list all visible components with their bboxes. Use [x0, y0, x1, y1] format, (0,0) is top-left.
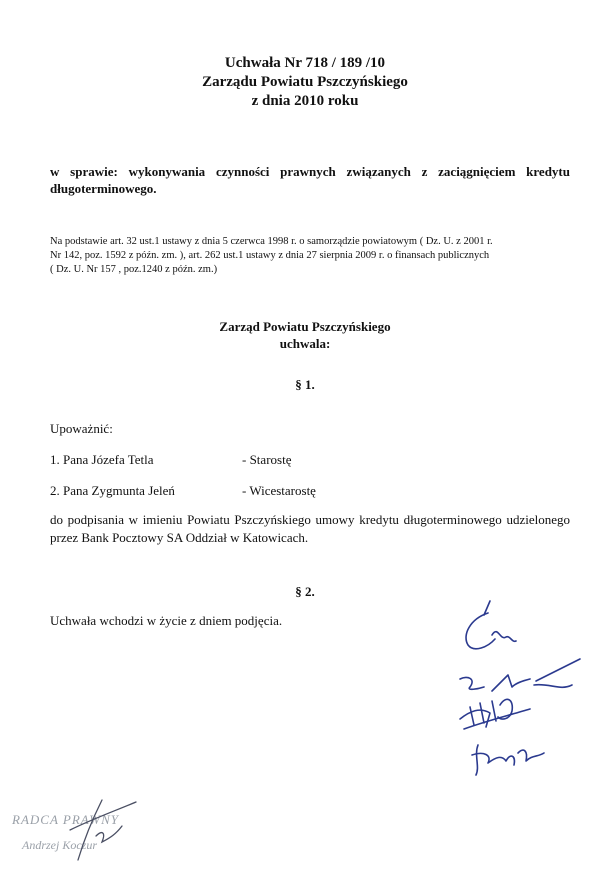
- person-1-role: - Starostę: [242, 452, 292, 467]
- signatures-drawing: [440, 595, 605, 785]
- section-1-text: do podpisania w imieniu Powiatu Pszczyńskiego umowy kredytu długoterminowego udzielonego przez Bank Pocztowy SA Oddział w Katowicach.: [50, 512, 570, 545]
- resolver-name: Zarząd Powiatu Pszczyńskiego: [219, 319, 391, 334]
- resolution-date: z dnia 2010 roku: [251, 93, 359, 109]
- legal-basis-line-1: Na podstawie art. 32 ust.1 ustawy z dnia 5 czerwca 1998 r. o samorządzie powiatowym ( Dz. U. z 2001 r.: [50, 236, 493, 247]
- stamp-name: Andrzej Koczur: [22, 838, 97, 852]
- legal-basis-line-3: ( Dz. U. Nr 157 , poz.1240 z późn. zm.): [50, 264, 218, 275]
- section-2-heading: § 2.: [295, 584, 315, 599]
- resolution-number: Uchwała Nr 718 / 189 /10: [224, 55, 386, 71]
- person-1-name: 1. Pana Józefa Tetla: [50, 452, 154, 467]
- legal-signature-drawing: [40, 790, 150, 870]
- stamp-title: RADCA PRAWNY: [12, 812, 119, 827]
- section-1-heading: § 1.: [295, 377, 315, 392]
- person-2-name: 2. Pana Zygmunta Jeleń: [50, 483, 175, 498]
- person-2-role: - Wicestarostę: [242, 483, 316, 498]
- resolver-verb: uchwala:: [279, 336, 331, 351]
- section-2-text: Uchwała wchodzi w życie z dniem podjęcia.: [50, 613, 283, 628]
- subject: w sprawie: wykonywania czynności prawnych związanych z zaciągnięciem kredytu długoterminowego.: [50, 164, 570, 196]
- board-name: Zarządu Powiatu Pszczyńskiego: [202, 74, 408, 90]
- authorize-intro: Upoważnić:: [50, 421, 113, 436]
- legal-basis-line-2: Nr 142, poz. 1592 z późn. zm. ), art. 262 ust.1 ustawy z dnia 27 sierpnia 2009 r. o finansach publicznych: [50, 250, 490, 261]
